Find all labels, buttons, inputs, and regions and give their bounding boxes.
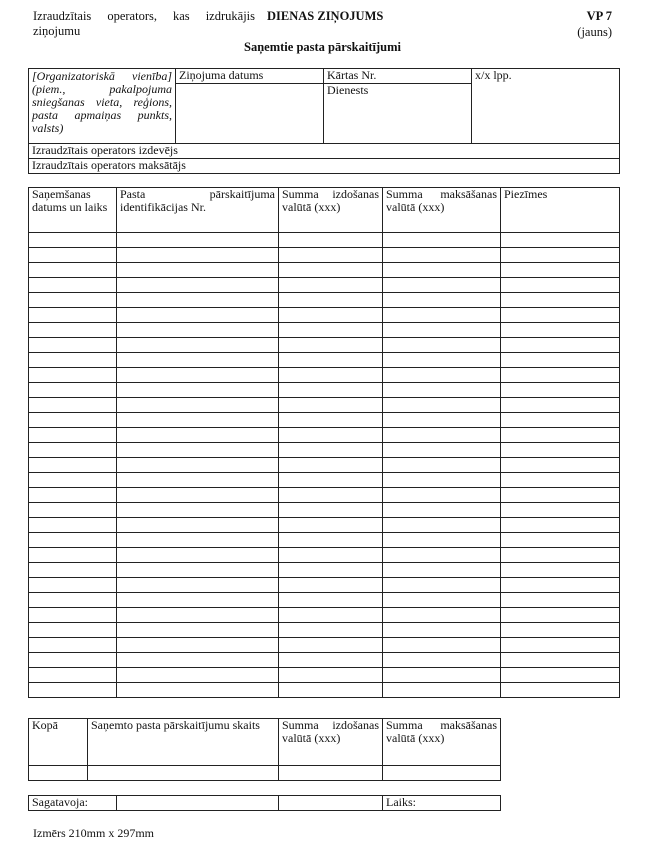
table-row xyxy=(29,353,620,368)
table-cell[interactable] xyxy=(29,488,117,503)
table-row xyxy=(29,278,620,293)
table-cell[interactable] xyxy=(117,263,279,278)
info-table xyxy=(28,68,620,174)
table-cell[interactable] xyxy=(29,293,117,308)
table-row xyxy=(29,458,620,473)
table-cell[interactable] xyxy=(501,458,620,473)
table-cell[interactable] xyxy=(383,353,501,368)
header-amount-issue: Summa izdošanas valūtā (xxx) xyxy=(279,188,383,233)
table-cell[interactable] xyxy=(117,368,279,383)
table-cell[interactable] xyxy=(29,548,117,563)
totals-amount-payment-cell[interactable] xyxy=(383,766,501,781)
table-row xyxy=(29,308,620,323)
table-cell[interactable] xyxy=(383,608,501,623)
table-row xyxy=(29,683,620,698)
table-cell[interactable] xyxy=(117,563,279,578)
table-cell[interactable] xyxy=(501,623,620,638)
table-cell[interactable] xyxy=(383,248,501,263)
table-cell[interactable] xyxy=(279,488,383,503)
table-cell[interactable] xyxy=(29,653,117,668)
table-cell[interactable] xyxy=(279,548,383,563)
payer-operator-row: Izraudzītais operators maksātājs xyxy=(29,159,620,174)
table-cell[interactable] xyxy=(501,653,620,668)
table-cell[interactable] xyxy=(279,263,383,278)
table-cell[interactable] xyxy=(117,323,279,338)
table-cell[interactable] xyxy=(501,683,620,698)
table-row xyxy=(29,578,620,593)
table-cell[interactable] xyxy=(29,473,117,488)
table-cell[interactable] xyxy=(279,593,383,608)
table-cell[interactable] xyxy=(383,383,501,398)
issuer-note-line2: ziņojumu xyxy=(33,24,81,38)
table-cell[interactable] xyxy=(501,398,620,413)
table-cell[interactable] xyxy=(117,458,279,473)
table-cell[interactable] xyxy=(117,338,279,353)
table-cell[interactable] xyxy=(29,383,117,398)
table-cell[interactable] xyxy=(383,293,501,308)
table-cell[interactable] xyxy=(501,413,620,428)
table-cell[interactable] xyxy=(117,278,279,293)
table-cell[interactable] xyxy=(501,383,620,398)
table-cell[interactable] xyxy=(279,578,383,593)
table-cell[interactable] xyxy=(501,668,620,683)
table-cell[interactable] xyxy=(117,518,279,533)
page-label: x/x lpp. xyxy=(472,69,620,144)
header-receipt-date: Saņemšanas datums un laiks xyxy=(29,188,117,233)
form-code: VP 7 xyxy=(586,9,612,23)
table-cell[interactable] xyxy=(117,488,279,503)
table-cell[interactable] xyxy=(29,263,117,278)
table-cell[interactable] xyxy=(383,683,501,698)
table-cell[interactable] xyxy=(501,533,620,548)
table-cell[interactable] xyxy=(29,563,117,578)
table-cell[interactable] xyxy=(29,398,117,413)
table-cell[interactable] xyxy=(383,428,501,443)
table-cell[interactable] xyxy=(279,458,383,473)
table-cell[interactable] xyxy=(383,518,501,533)
table-cell[interactable] xyxy=(501,428,620,443)
table-cell[interactable] xyxy=(383,653,501,668)
table-cell[interactable] xyxy=(501,608,620,623)
table-cell[interactable] xyxy=(29,338,117,353)
table-cell[interactable] xyxy=(279,443,383,458)
totals-label: Kopā xyxy=(29,719,88,766)
table-cell[interactable] xyxy=(117,503,279,518)
table-cell[interactable] xyxy=(29,518,117,533)
table-cell[interactable] xyxy=(501,473,620,488)
prepared-by-table xyxy=(28,795,501,811)
table-cell[interactable] xyxy=(383,443,501,458)
table-cell[interactable] xyxy=(279,653,383,668)
paper-size-note: Izmērs 210mm x 297mm xyxy=(33,826,154,840)
table-row xyxy=(29,413,620,428)
table-cell[interactable] xyxy=(29,413,117,428)
table-row xyxy=(29,518,620,533)
table-row xyxy=(29,533,620,548)
prepared-by-extra-field[interactable] xyxy=(279,796,383,811)
table-cell[interactable] xyxy=(117,353,279,368)
table-cell[interactable] xyxy=(279,608,383,623)
report-date-label: Ziņojuma datums xyxy=(176,69,324,84)
table-cell[interactable] xyxy=(117,443,279,458)
table-row xyxy=(29,473,620,488)
table-cell[interactable] xyxy=(279,323,383,338)
table-row xyxy=(29,248,620,263)
header-amount-payment: Summa maksāšanas valūtā (xxx) xyxy=(383,188,501,233)
table-cell[interactable] xyxy=(117,413,279,428)
issuer-note-line1: Izraudzītais operators, kas izdrukājis xyxy=(33,9,255,23)
table-cell[interactable] xyxy=(501,278,620,293)
transfers-table-body xyxy=(29,233,620,698)
table-cell[interactable] xyxy=(383,638,501,653)
issuer-operator-note xyxy=(33,9,255,39)
table-row xyxy=(29,563,620,578)
table-cell[interactable] xyxy=(501,488,620,503)
form-status: (jauns) xyxy=(577,25,612,39)
table-cell[interactable] xyxy=(383,308,501,323)
table-cell[interactable] xyxy=(501,578,620,593)
table-cell[interactable] xyxy=(117,428,279,443)
document-subtitle: Saņemtie pasta pārskaitījumi xyxy=(244,40,401,54)
table-cell[interactable] xyxy=(117,293,279,308)
table-cell[interactable] xyxy=(383,503,501,518)
table-cell[interactable] xyxy=(29,323,117,338)
totals-count-cell[interactable] xyxy=(88,766,279,781)
header-notes: Piezīmes xyxy=(501,188,620,233)
table-cell[interactable] xyxy=(117,638,279,653)
table-cell[interactable] xyxy=(383,563,501,578)
table-cell[interactable] xyxy=(501,368,620,383)
seq-no-label: Kārtas Nr. xyxy=(324,69,472,84)
table-cell[interactable] xyxy=(29,233,117,248)
table-row xyxy=(29,398,620,413)
table-cell[interactable] xyxy=(29,638,117,653)
table-cell[interactable] xyxy=(279,503,383,518)
table-row xyxy=(29,668,620,683)
document-title: DIENAS ZIŅOJUMS xyxy=(267,9,384,23)
table-row xyxy=(29,338,620,353)
table-cell[interactable] xyxy=(29,533,117,548)
table-cell[interactable] xyxy=(29,428,117,443)
table-cell[interactable] xyxy=(117,608,279,623)
table-cell[interactable] xyxy=(29,308,117,323)
table-cell[interactable] xyxy=(279,293,383,308)
table-cell[interactable] xyxy=(29,608,117,623)
table-cell[interactable] xyxy=(383,623,501,638)
table-cell[interactable] xyxy=(383,668,501,683)
table-cell[interactable] xyxy=(279,353,383,368)
table-cell[interactable] xyxy=(117,398,279,413)
totals-count-header: Saņemto pasta pārskaitījumu skaits xyxy=(88,719,279,766)
table-cell[interactable] xyxy=(501,233,620,248)
table-row xyxy=(29,293,620,308)
table-cell[interactable] xyxy=(501,518,620,533)
table-row xyxy=(29,233,620,248)
table-cell[interactable] xyxy=(117,233,279,248)
totals-table xyxy=(28,718,501,781)
table-cell[interactable] xyxy=(383,368,501,383)
table-cell[interactable] xyxy=(501,638,620,653)
header-transfer-id: Pasta pārskaitījuma identifikācijas Nr. xyxy=(117,188,279,233)
prepared-by-label: Sagatavoja: xyxy=(29,796,117,811)
table-cell[interactable] xyxy=(29,503,117,518)
table-cell[interactable] xyxy=(279,278,383,293)
table-row xyxy=(29,443,620,458)
table-cell[interactable] xyxy=(383,233,501,248)
table-cell[interactable] xyxy=(501,338,620,353)
table-cell[interactable] xyxy=(383,578,501,593)
table-cell[interactable] xyxy=(501,263,620,278)
totals-cell[interactable] xyxy=(29,766,88,781)
table-cell[interactable] xyxy=(279,428,383,443)
table-row xyxy=(29,653,620,668)
time-label: Laiks: xyxy=(383,796,501,811)
table-cell[interactable] xyxy=(383,473,501,488)
table-cell[interactable] xyxy=(383,338,501,353)
table-cell[interactable] xyxy=(501,308,620,323)
table-cell[interactable] xyxy=(279,383,383,398)
table-cell[interactable] xyxy=(383,458,501,473)
report-date-value[interactable] xyxy=(176,84,324,144)
table-cell[interactable] xyxy=(29,248,117,263)
table-cell[interactable] xyxy=(279,368,383,383)
table-cell[interactable] xyxy=(501,353,620,368)
table-cell[interactable] xyxy=(279,398,383,413)
table-cell[interactable] xyxy=(383,263,501,278)
table-cell[interactable] xyxy=(501,443,620,458)
table-row xyxy=(29,428,620,443)
table-cell[interactable] xyxy=(279,473,383,488)
table-cell[interactable] xyxy=(279,533,383,548)
table-cell[interactable] xyxy=(29,683,117,698)
transfers-table xyxy=(28,187,620,698)
table-cell[interactable] xyxy=(501,293,620,308)
table-cell[interactable] xyxy=(501,548,620,563)
table-cell[interactable] xyxy=(117,248,279,263)
table-cell[interactable] xyxy=(29,458,117,473)
table-cell[interactable] xyxy=(383,413,501,428)
table-cell[interactable] xyxy=(501,503,620,518)
table-row xyxy=(29,548,620,563)
table-cell[interactable] xyxy=(279,308,383,323)
table-cell[interactable] xyxy=(279,683,383,698)
table-row xyxy=(29,263,620,278)
table-cell[interactable] xyxy=(29,578,117,593)
table-cell[interactable] xyxy=(501,248,620,263)
totals-amount-issue-cell[interactable] xyxy=(279,766,383,781)
table-cell[interactable] xyxy=(383,278,501,293)
table-cell[interactable] xyxy=(117,548,279,563)
table-cell[interactable] xyxy=(279,233,383,248)
table-cell[interactable] xyxy=(279,638,383,653)
table-cell[interactable] xyxy=(279,518,383,533)
table-cell[interactable] xyxy=(279,563,383,578)
issuer-operator-row: Izraudzītais operators izdevējs xyxy=(29,144,620,159)
table-cell[interactable] xyxy=(501,593,620,608)
table-cell[interactable] xyxy=(29,443,117,458)
table-cell[interactable] xyxy=(279,413,383,428)
table-row xyxy=(29,638,620,653)
table-cell[interactable] xyxy=(117,533,279,548)
table-cell[interactable] xyxy=(117,683,279,698)
table-cell[interactable] xyxy=(117,308,279,323)
table-cell[interactable] xyxy=(383,398,501,413)
table-cell[interactable] xyxy=(29,368,117,383)
table-cell[interactable] xyxy=(383,548,501,563)
table-cell[interactable] xyxy=(383,593,501,608)
totals-amount-issue-header: Summa izdošanas valūtā (xxx) xyxy=(279,719,383,766)
table-row xyxy=(29,503,620,518)
table-cell[interactable] xyxy=(383,323,501,338)
table-row xyxy=(29,608,620,623)
prepared-by-field[interactable] xyxy=(117,796,279,811)
table-cell[interactable] xyxy=(117,578,279,593)
service-label: Dienests xyxy=(324,84,472,144)
table-row xyxy=(29,368,620,383)
totals-amount-payment-header: Summa maksāšanas valūtā (xxx) xyxy=(383,719,501,766)
table-cell[interactable] xyxy=(383,488,501,503)
table-cell[interactable] xyxy=(29,353,117,368)
table-cell[interactable] xyxy=(29,278,117,293)
table-row xyxy=(29,623,620,638)
table-cell[interactable] xyxy=(29,623,117,638)
table-cell[interactable] xyxy=(117,383,279,398)
table-cell[interactable] xyxy=(29,593,117,608)
table-cell[interactable] xyxy=(117,653,279,668)
table-row xyxy=(29,323,620,338)
table-cell[interactable] xyxy=(279,623,383,638)
table-cell[interactable] xyxy=(117,593,279,608)
table-row xyxy=(29,383,620,398)
table-cell[interactable] xyxy=(279,668,383,683)
table-row xyxy=(29,488,620,503)
table-cell[interactable] xyxy=(501,323,620,338)
table-cell[interactable] xyxy=(117,473,279,488)
table-cell[interactable] xyxy=(117,668,279,683)
table-cell[interactable] xyxy=(279,338,383,353)
org-unit-field: [Organizatoriskā vienība] (piem., pakalpojuma sniegšanas vieta, reģions, pasta apmaiņas punkts, valsts) xyxy=(29,69,176,144)
table-cell[interactable] xyxy=(501,563,620,578)
table-cell[interactable] xyxy=(279,248,383,263)
table-cell[interactable] xyxy=(117,623,279,638)
table-cell[interactable] xyxy=(29,668,117,683)
table-row xyxy=(29,593,620,608)
table-cell[interactable] xyxy=(383,533,501,548)
